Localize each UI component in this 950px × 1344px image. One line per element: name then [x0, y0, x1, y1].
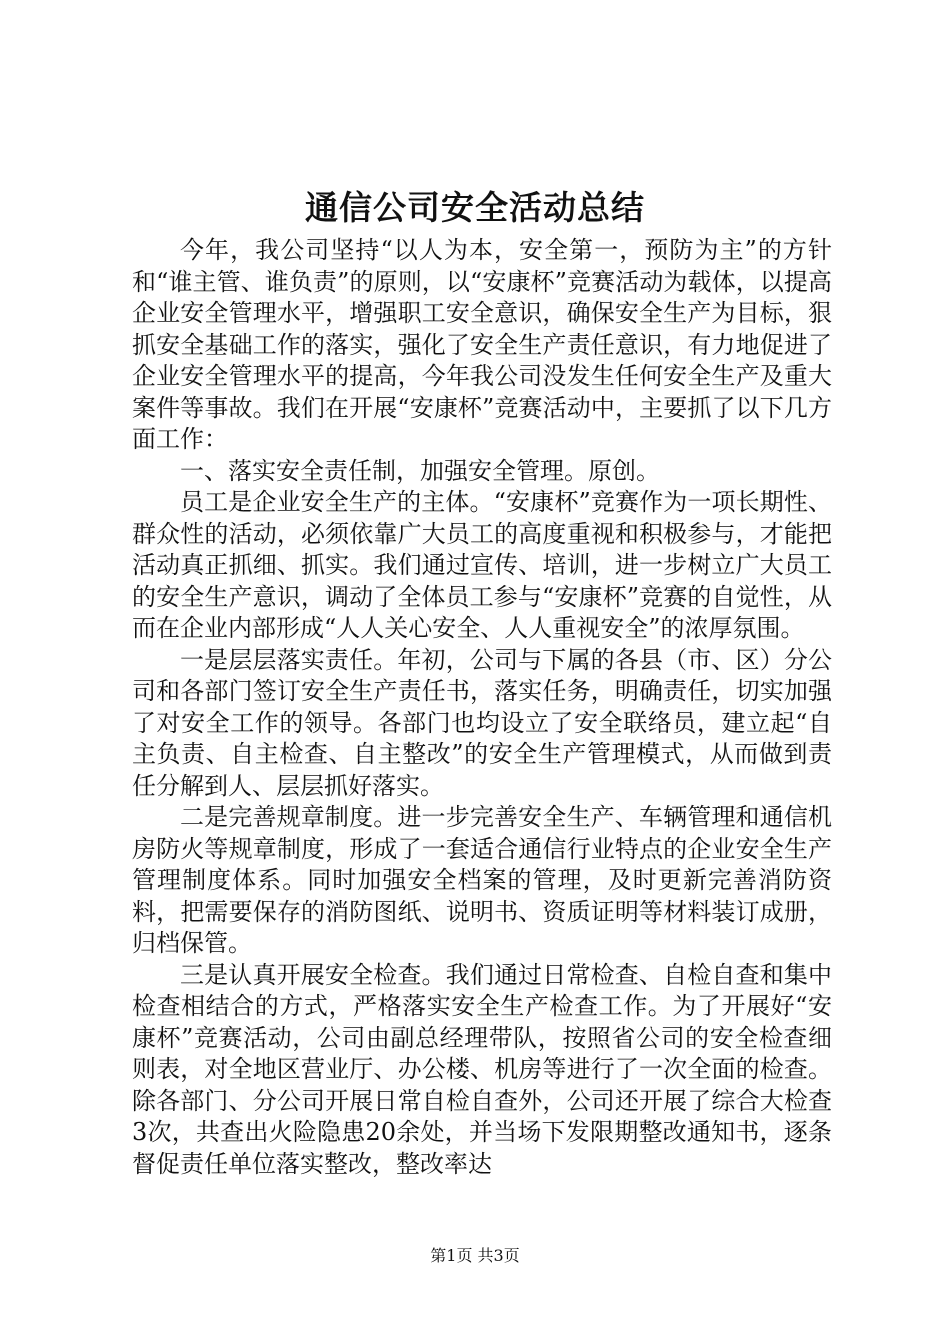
- paragraph-intro: 今年，我公司坚持“以人为本，安全第一，预防为主”的方针和“谁主管、谁负责”的原则，以“安康杯”竞赛活动为载体，以提高企业安全管理水平，增强职工安全意识，确保安全生产为目标，狠抓安全基础工作的落实，强化了安全生产责任意识，有力地促进了企业安全管理水平的提高，今年我公司没发生任何安全生产及重大案件等事故。我们在开展“安康杯”竞赛活动中，主要抓了以下几方面工作：: [132, 236, 832, 453]
- document-body: [132, 235, 832, 1180]
- document-title: 通信公司安全活动总结: [305, 188, 645, 227]
- page-number-footer: 第1页 共3页: [430, 1246, 520, 1265]
- paragraph-regulations: 二是完善规章制度。进一步完善安全生产、车辆管理和通信机房防火等规章制度，形成了一套适合通信行业特点的企业安全生产管理制度体系。同时加强安全档案的管理，及时更新完善消防资料，把需要保存的消防图纸、说明书、资质证明等材料装订成册，归档保管。: [132, 803, 832, 957]
- paragraph-inspection: 三是认真开展安全检查。我们通过日常检查、自检自查和集中检查相结合的方式，严格落实安全生产检查工作。为了开展好“安康杯”竞赛活动，公司由副总经理带队，按照省公司的安全检查细则表，对全地区营业厅、办公楼、机房等进行了一次全面的检查。除各部门、分公司开展日常自检自查外，公司还开展了综合大检查3次，共查出火险隐患20余处，并当场下发限期整改通知书，逐条督促责任单位落实整改，整改率达: [132, 960, 832, 1178]
- paragraph-employees: 员工是企业安全生产的主体。“安康杯”竞赛作为一项长期性、群众性的活动，必须依靠广大员工的高度重视和积极参与，才能把活动真正抓细、抓实。我们通过宣传、培训，进一步树立广大员工的安全生产意识，调动了全体员工参与“安康杯”竞赛的自觉性，从而在企业内部形成“人人关心安全、人人重视安全”的浓厚氛围。: [132, 488, 832, 642]
- paragraph-responsibility: 一是层层落实责任。年初，公司与下属的各县（市、区）分公司和各部门签订安全生产责任书，落实任务，明确责任，切实加强了对安全工作的领导。各部门也均设立了安全联络员，建立起“自主负责、自主检查、自主整改”的安全生产管理模式，从而做到责任分解到人、层层抓好落实。: [132, 645, 832, 800]
- section-heading-1: 一、落实安全责任制，加强安全管理。原创。: [180, 456, 660, 485]
